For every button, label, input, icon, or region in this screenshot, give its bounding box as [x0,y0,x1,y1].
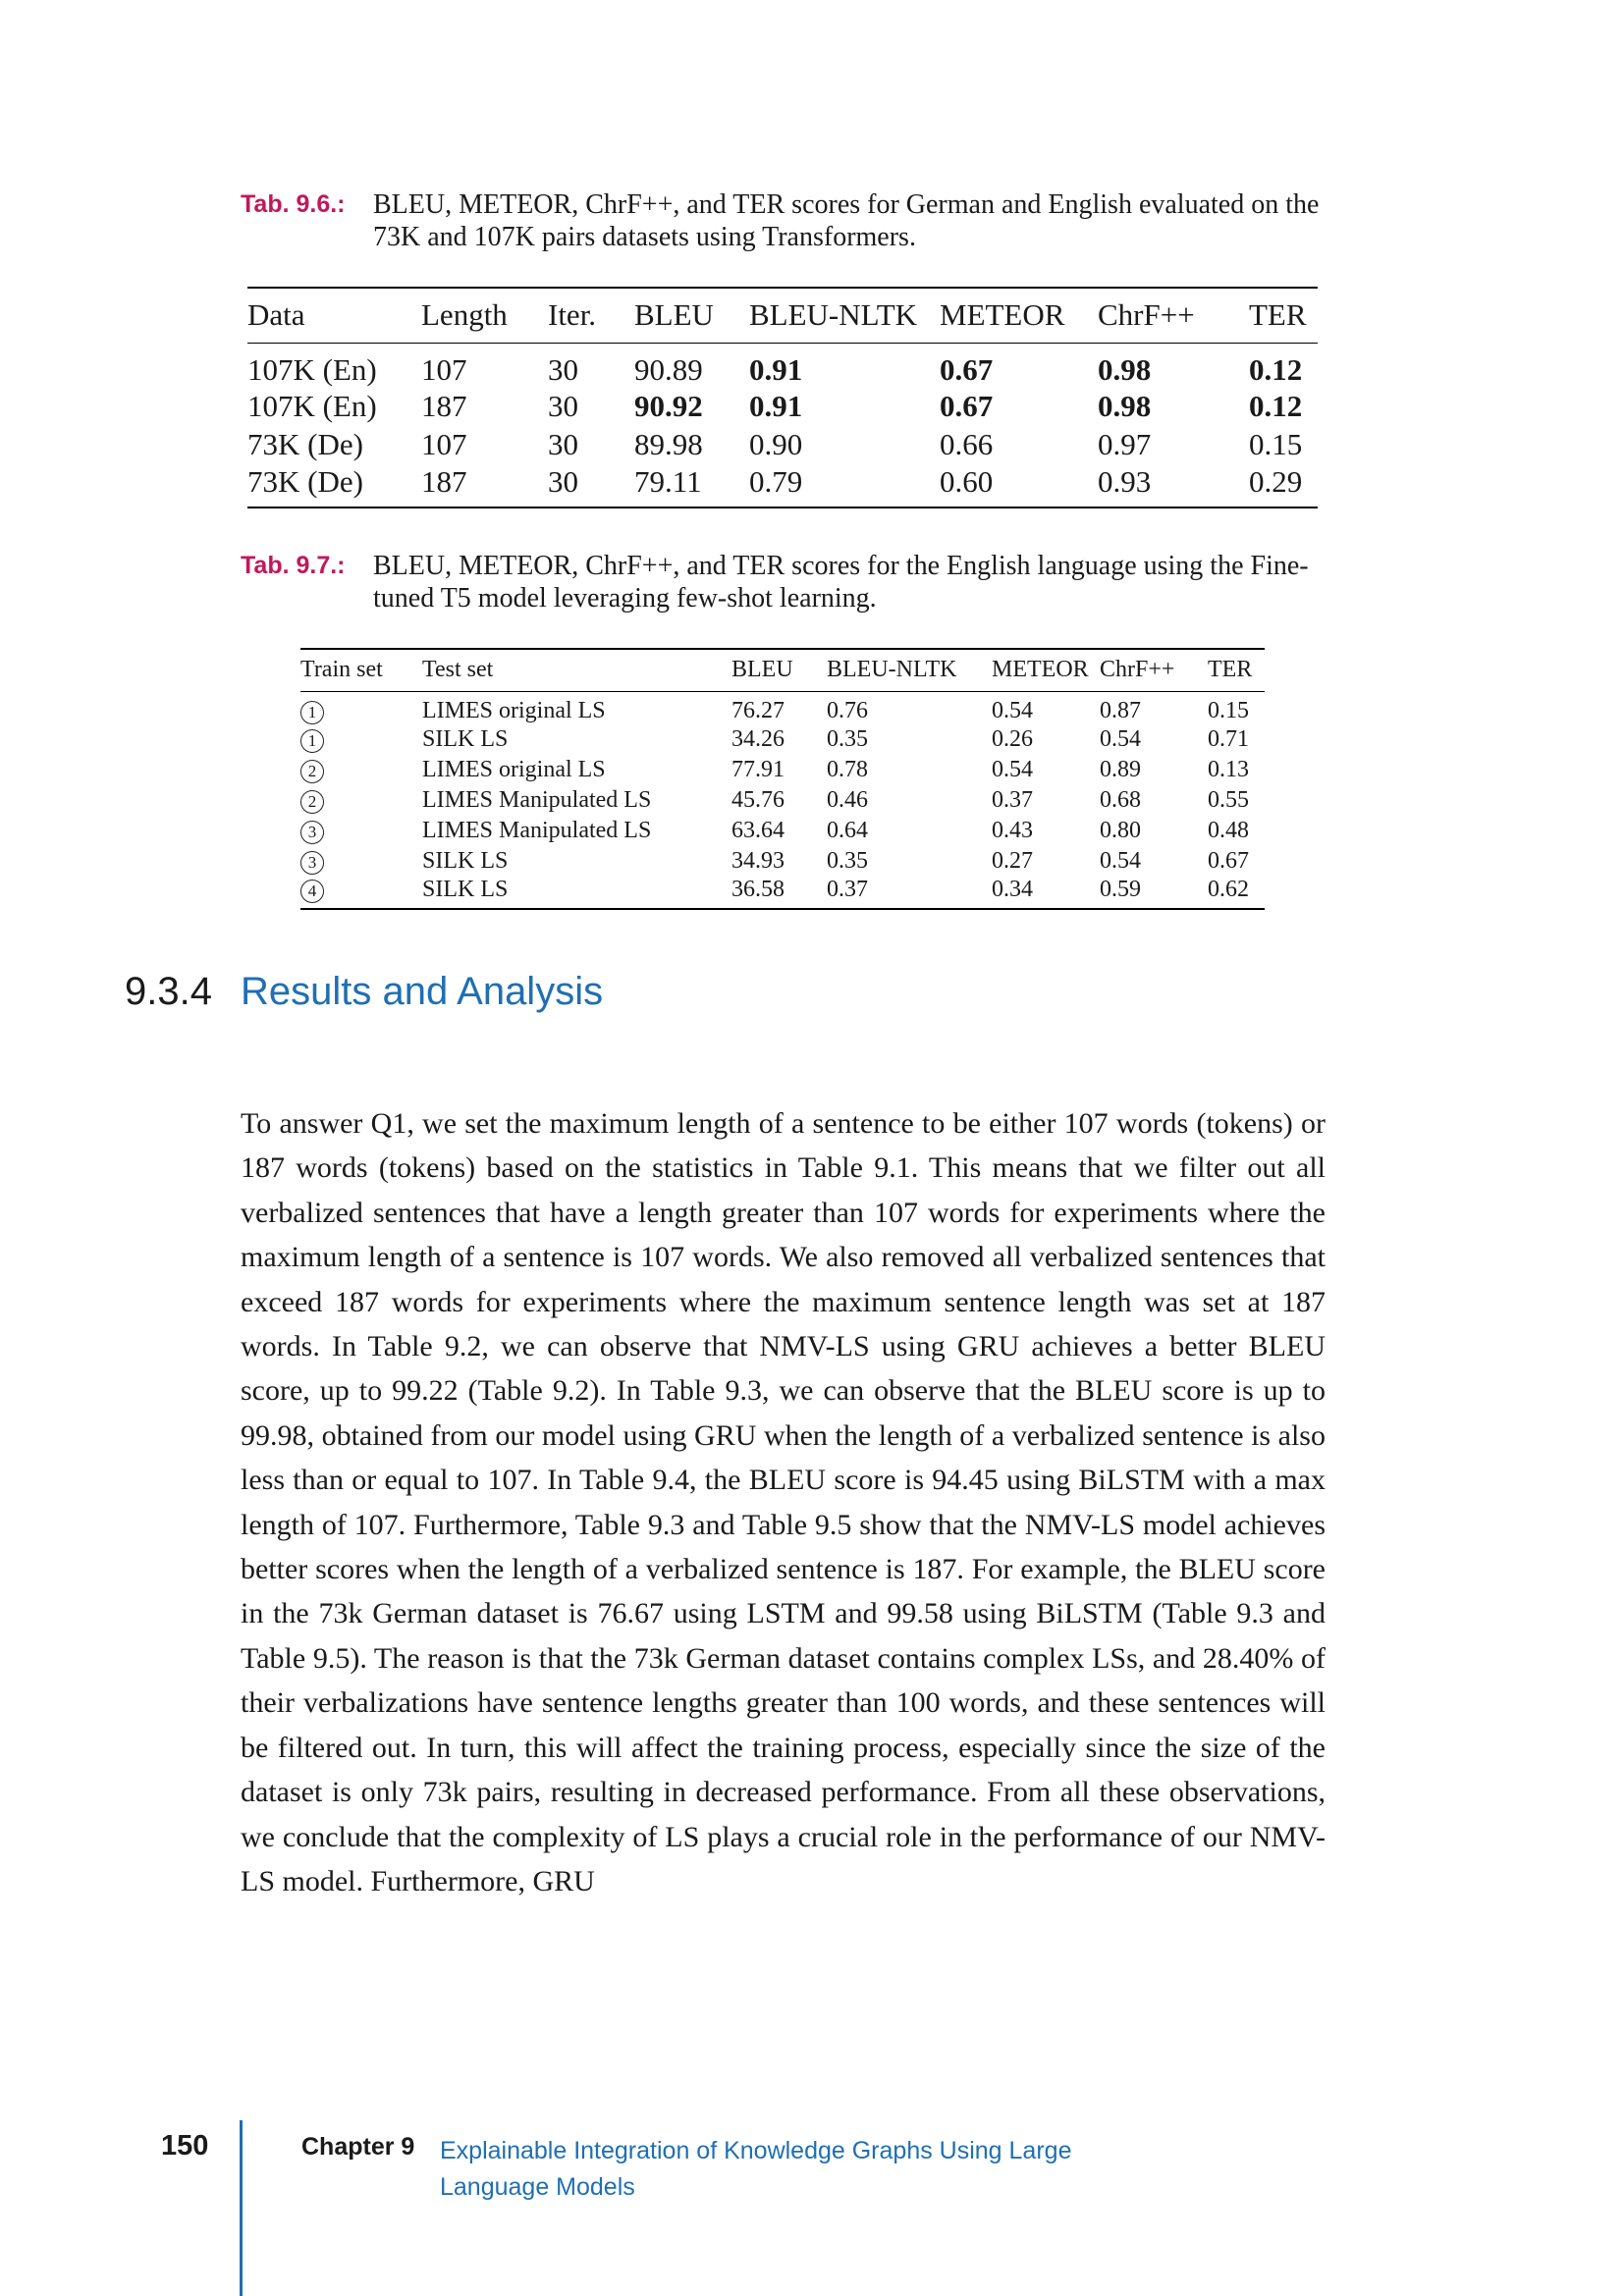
circled-number: 3 [300,851,324,875]
table-9-7 [300,648,1265,910]
table-cell: 0.67 [940,389,994,423]
table-header: Iter. [548,288,634,343]
circled-number: 3 [300,821,324,844]
table-row [300,816,1265,846]
circled-number: 2 [300,790,324,814]
table-header: METEOR [940,288,1098,343]
table-cell: 0.67 [1208,847,1249,874]
table-row [247,343,1318,388]
circled-number: 1 [300,729,324,753]
test-set-name: Manipulated LS [499,786,652,813]
train-set-cell [300,846,422,877]
table-cell: 0.87 [1100,697,1141,723]
table-cell: 0.60 [940,464,1098,507]
table-cell: 0.64 [827,817,868,843]
table-row [300,755,1265,785]
table-cell: 0.48 [1208,817,1249,843]
test-set-cell [422,691,731,724]
test-set-name: LS [480,847,509,874]
table-cell: 0.26 [992,725,1033,752]
table-cell: 34.93 [731,847,785,874]
circled-number: 4 [300,880,324,903]
table-cell: 107K (En) [247,351,377,387]
test-set-cell [422,724,731,755]
footer-divider [240,2120,243,2296]
section-title: Results and Analysis [241,970,604,1013]
table-header: BLEU [634,288,749,343]
table-cell: 0.29 [1249,464,1318,507]
test-set-name: original LS [499,756,606,782]
table-cell: 77.91 [731,756,785,782]
table-cell: 73K (De) [247,464,421,507]
chapter-label: Chapter 9 [301,2133,415,2161]
table-cell: 0.43 [992,817,1033,843]
table-cell: 0.91 [749,389,803,423]
system-name: LIMES [422,786,493,813]
table-9-7-label: Tab. 9.7.: [241,552,346,579]
table-header: Train set [300,649,422,691]
table-cell: 0.89 [1100,756,1141,782]
table-cell: 0.62 [1208,877,1265,909]
table-9-7-caption [241,550,1326,614]
table-cell: 0.59 [1100,877,1208,909]
table-row [247,464,1318,507]
table-cell: 0.13 [1208,756,1249,782]
test-set-name: Manipulated LS [499,817,652,843]
table-cell: 0.68 [1100,786,1141,813]
table-cell: 0.76 [827,697,868,723]
table-cell: 0.37 [827,877,992,909]
system-name: LIMES [422,697,493,723]
table-cell: 0.78 [827,756,868,782]
test-set-name: LS [480,876,509,902]
table-cell: 0.27 [992,847,1033,874]
table-cell: 0.15 [1208,697,1249,723]
table-cell: 30 [548,427,578,461]
table-cell: 0.71 [1208,725,1249,752]
table-cell: 0.54 [992,697,1033,723]
table-9-6-caption-text: BLEU, METEOR, ChrF++, and TER scores for German and English evaluated on the 73K and 107K pairs datasets using Transformers. [373,189,1320,252]
table-header: BLEU [731,649,827,691]
table-cell: 0.67 [940,351,994,387]
table-cell: 90.92 [634,389,703,423]
table-cell: 30 [548,389,578,423]
table-cell: 107 [421,351,467,387]
table-cell: 0.66 [940,427,994,461]
test-set-name: original LS [499,697,606,723]
body-text [241,1101,1326,1903]
table-row [300,846,1265,877]
system-name: LIMES [422,817,493,843]
table-header-row [300,649,1265,691]
test-set-cell [422,816,731,846]
table-cell: 0.54 [1100,725,1141,752]
system-name: SILK [422,725,475,752]
body-paragraph: To answer Q1, we set the maximum length of a sentence to be either 107 words (tokens) or 187 words (tokens) based on the statistics in Table 9.1. This means that we filter out all verbalized sentences that have a length greater than 107 words for experiments where the maximum length of a sentence is 107 words. We also removed all verbalized sentences that exceed 187 words for experiments where the maximum sentence length was set at 187 words. In Table 9.2, we can observe that NMV-LS using GRU achieves a better BLEU score, up to 99.22 (Table 9.2). In Table 9.3, we can observe that the BLEU score is up to 99.98, obtained from our model using GRU when the length of a verbalized sentence is also less than or equal to 107. In Table 9.4, the BLEU score is 94.45 using BiLSTM with a max length of 107. Furthermore, Table 9.3 and Table 9.5 show that the NMV-LS model achieves better scores when the length of a verbalized sentence is 187. For example, the BLEU score in the 73k German dataset is 76.67 using LSTM and 99.58 using BiLSTM (Table 9.3 and Table 9.5). The reason is that the 73k German dataset contains complex LSs, and 28.40% of their verbalizations have sentence lengths greater than 100 words, and these sentences will be filtered out. In turn, this will affect the training process, especially since the size of the dataset is only 73k pairs, resulting in decreased performance. From all these observations, we conclude that the complexity of LS plays a crucial role in the performance of our NMV-LS model. Furthermore, GRU [241,1107,1326,1897]
table-row [247,388,1318,426]
table-cell: 34.26 [731,725,785,752]
system-name: SILK [422,876,475,902]
train-set-cell [300,755,422,785]
system-name: SILK [422,847,475,874]
table-cell: 90.89 [634,351,703,387]
table-cell: 89.98 [634,427,703,461]
circled-number: 2 [300,760,324,783]
table-cell: 0.55 [1208,786,1249,813]
table-row [247,426,1318,464]
table-9-6 [247,287,1318,508]
table-row [300,877,1265,909]
table-row [300,724,1265,755]
table-cell: 0.91 [749,351,803,387]
table-9-7-caption-text: BLEU, METEOR, ChrF++, and TER scores for the English language using the Fine-tuned T5 model leveraging few-shot learning. [373,551,1309,614]
table-cell: 63.64 [731,817,785,843]
table-row [300,785,1265,816]
table-cell: 0.97 [1098,427,1152,461]
table-cell: 107K (En) [247,389,377,423]
section-number: 9.3.4 [125,970,212,1013]
train-set-cell [300,691,422,724]
table-9-6-label: Tab. 9.6.: [241,190,346,218]
test-set-cell [422,785,731,816]
table-9-6-caption [241,188,1326,253]
table-cell: 30 [548,464,634,507]
table-header: Length [421,288,548,343]
table-header: ChrF++ [1100,649,1208,691]
table-cell: 0.35 [827,847,868,874]
table-header: TER [1208,649,1265,691]
table-row [300,691,1265,724]
page-number: 150 [161,2130,209,2162]
train-set-cell [300,877,422,909]
test-set-cell [422,755,731,785]
table-cell: 187 [421,389,467,423]
train-set-cell [300,816,422,846]
table-header: Test set [422,649,731,691]
table-cell: 30 [548,351,578,387]
table-cell: 79.11 [634,464,749,507]
table-cell: 0.37 [992,786,1033,813]
table-cell: 0.15 [1249,427,1303,461]
table-cell: 0.80 [1100,817,1141,843]
circled-number: 1 [300,701,324,724]
table-cell: 0.54 [992,756,1033,782]
table-cell: 0.54 [1100,847,1141,874]
table-header: TER [1249,288,1318,343]
table-header: Data [247,288,421,343]
test-set-cell [422,877,731,909]
table-cell: 0.98 [1098,389,1152,423]
table-header-row [247,288,1318,343]
train-set-cell [300,785,422,816]
train-set-cell [300,724,422,755]
test-set-name: LS [480,725,509,752]
table-cell: 187 [421,464,548,507]
table-cell: 0.12 [1249,389,1303,423]
chapter-title: Explainable Integration of Knowledge Graphs Using Large Language Models [440,2137,1072,2201]
table-cell: 0.98 [1098,351,1152,387]
table-cell: 107 [421,427,467,461]
table-header: ChrF++ [1098,288,1249,343]
table-cell: 73K (De) [247,427,363,461]
section-heading [125,970,603,1014]
table-header: METEOR [992,649,1100,691]
table-cell: 0.34 [992,877,1100,909]
table-header: BLEU-NLTK [749,288,940,343]
table-cell: 0.93 [1098,464,1249,507]
system-name: LIMES [422,756,493,782]
table-cell: 0.79 [749,464,940,507]
table-cell: 0.46 [827,786,868,813]
table-cell: 0.90 [749,427,803,461]
table-cell: 0.12 [1249,351,1303,387]
table-cell: 76.27 [731,697,785,723]
table-cell: 0.35 [827,725,868,752]
test-set-cell [422,846,731,877]
table-header: BLEU-NLTK [827,649,992,691]
table-cell: 36.58 [731,877,827,909]
table-cell: 45.76 [731,786,785,813]
